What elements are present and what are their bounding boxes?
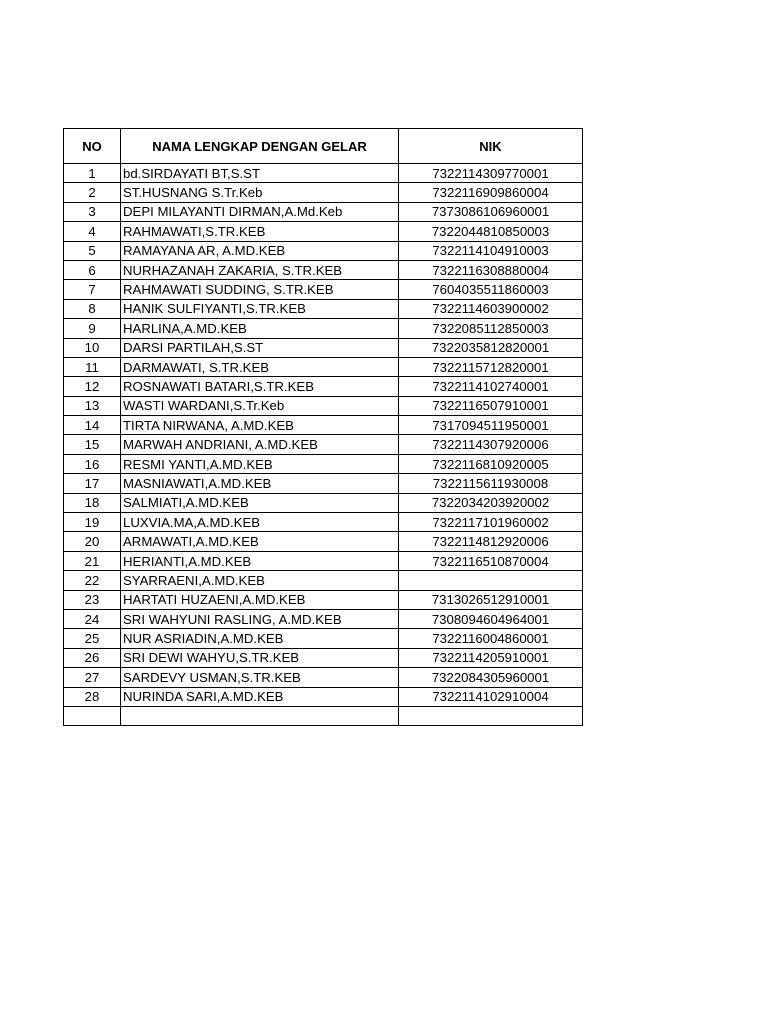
cell-nik: 7322114603900002 — [399, 299, 583, 318]
cell-name: SARDEVY USMAN,S.TR.KEB — [121, 668, 399, 687]
cell-nik: 7322114205910001 — [399, 648, 583, 667]
table-row — [64, 648, 583, 667]
table-row — [64, 202, 583, 221]
table-row — [64, 222, 583, 241]
cell-name: LUXVIA.MA,A.MD.KEB — [121, 513, 399, 532]
table-row — [64, 454, 583, 473]
cell-no: 3 — [64, 202, 121, 221]
cell-no: 4 — [64, 222, 121, 241]
cell-nik: 7322116810920005 — [399, 454, 583, 473]
cell-no — [64, 706, 121, 725]
cell-nik: 7322084305960001 — [399, 668, 583, 687]
cell-name: NURINDA SARI,A.MD.KEB — [121, 687, 399, 706]
table-row — [64, 338, 583, 357]
cell-no: 7 — [64, 280, 121, 299]
table-row — [64, 260, 583, 279]
cell-nik: 7373086106960001 — [399, 202, 583, 221]
cell-no: 11 — [64, 357, 121, 376]
cell-no: 12 — [64, 377, 121, 396]
cell-nik: 7322115611930008 — [399, 474, 583, 493]
cell-no: 18 — [64, 493, 121, 512]
table-row — [64, 532, 583, 551]
cell-no: 13 — [64, 396, 121, 415]
cell-no: 5 — [64, 241, 121, 260]
cell-name: WASTI WARDANI,S.Tr.Keb — [121, 396, 399, 415]
header-nik: NIK — [399, 129, 583, 164]
cell-name: ROSNAWATI BATARI,S.TR.KEB — [121, 377, 399, 396]
cell-name: bd.SIRDAYATI BT,S.ST — [121, 164, 399, 183]
cell-name: RAMAYANA AR, A.MD.KEB — [121, 241, 399, 260]
cell-no: 16 — [64, 454, 121, 473]
table-row — [64, 396, 583, 415]
table-row — [64, 474, 583, 493]
header-name: NAMA LENGKAP DENGAN GELAR — [121, 129, 399, 164]
cell-nik: 7322035812820001 — [399, 338, 583, 357]
table-row — [64, 357, 583, 376]
cell-no: 26 — [64, 648, 121, 667]
table-row — [64, 629, 583, 648]
cell-nik: 7322114102740001 — [399, 377, 583, 396]
table-row — [64, 513, 583, 532]
cell-name: RAHMAWATI SUDDING, S.TR.KEB — [121, 280, 399, 299]
table-row — [64, 319, 583, 338]
cell-name: HARTATI HUZAENI,A.MD.KEB — [121, 590, 399, 609]
cell-no: 14 — [64, 416, 121, 435]
cell-no: 8 — [64, 299, 121, 318]
cell-no: 22 — [64, 571, 121, 590]
cell-name: MASNIAWATI,A.MD.KEB — [121, 474, 399, 493]
cell-no: 6 — [64, 260, 121, 279]
table-row — [64, 299, 583, 318]
cell-no: 24 — [64, 609, 121, 628]
cell-no: 10 — [64, 338, 121, 357]
cell-nik: 7322116510870004 — [399, 551, 583, 570]
cell-nik: 7322114309770001 — [399, 164, 583, 183]
table-row — [64, 435, 583, 454]
cell-nik — [399, 571, 583, 590]
cell-name: HARLINA,A.MD.KEB — [121, 319, 399, 338]
cell-no: 20 — [64, 532, 121, 551]
cell-name: ARMAWATI,A.MD.KEB — [121, 532, 399, 551]
cell-nik: 7604035511860003 — [399, 280, 583, 299]
cell-name: DARMAWATI, S.TR.KEB — [121, 357, 399, 376]
table-body — [64, 164, 583, 726]
cell-nik: 7322116308880004 — [399, 260, 583, 279]
cell-nik: 7308094604964001 — [399, 609, 583, 628]
table-row — [64, 416, 583, 435]
header-no: NO — [64, 129, 121, 164]
cell-nik: 7322034203920002 — [399, 493, 583, 512]
cell-no: 23 — [64, 590, 121, 609]
cell-nik: 7322115712820001 — [399, 357, 583, 376]
cell-nik: 7322114812920006 — [399, 532, 583, 551]
cell-name: RAHMAWATI,S.TR.KEB — [121, 222, 399, 241]
cell-no: 21 — [64, 551, 121, 570]
table-row — [64, 706, 583, 725]
cell-name — [121, 706, 399, 725]
cell-nik: 7313026512910001 — [399, 590, 583, 609]
cell-no: 27 — [64, 668, 121, 687]
table-row — [64, 590, 583, 609]
table-row — [64, 571, 583, 590]
cell-name: ST.HUSNANG S.Tr.Keb — [121, 183, 399, 202]
cell-no: 15 — [64, 435, 121, 454]
cell-nik: 7317094511950001 — [399, 416, 583, 435]
table-row — [64, 241, 583, 260]
table-row — [64, 280, 583, 299]
cell-name: SYARRAENI,A.MD.KEB — [121, 571, 399, 590]
cell-name: HANIK SULFIYANTI,S.TR.KEB — [121, 299, 399, 318]
cell-nik: 7322114102910004 — [399, 687, 583, 706]
cell-nik: 7322044810850003 — [399, 222, 583, 241]
cell-name: TIRTA NIRWANA, A.MD.KEB — [121, 416, 399, 435]
staff-table — [63, 128, 583, 726]
cell-no: 28 — [64, 687, 121, 706]
cell-no: 17 — [64, 474, 121, 493]
table-row — [64, 609, 583, 628]
table-row — [64, 164, 583, 183]
cell-name: RESMI YANTI,A.MD.KEB — [121, 454, 399, 473]
cell-nik: 7322116004860001 — [399, 629, 583, 648]
cell-name: NUR ASRIADIN,A.MD.KEB — [121, 629, 399, 648]
cell-name: SRI DEWI WAHYU,S.TR.KEB — [121, 648, 399, 667]
cell-nik: 7322117101960002 — [399, 513, 583, 532]
table-row — [64, 687, 583, 706]
cell-nik: 7322114307920006 — [399, 435, 583, 454]
cell-name: HERIANTI,A.MD.KEB — [121, 551, 399, 570]
cell-no: 25 — [64, 629, 121, 648]
cell-nik — [399, 706, 583, 725]
cell-nik: 7322114104910003 — [399, 241, 583, 260]
cell-name: SALMIATI,A.MD.KEB — [121, 493, 399, 512]
header-row — [64, 129, 583, 164]
table-row — [64, 668, 583, 687]
cell-nik: 7322116507910001 — [399, 396, 583, 415]
cell-name: SRI WAHYUNI RASLING, A.MD.KEB — [121, 609, 399, 628]
cell-name: DEPI MILAYANTI DIRMAN,A.Md.Keb — [121, 202, 399, 221]
cell-no: 2 — [64, 183, 121, 202]
cell-nik: 7322116909860004 — [399, 183, 583, 202]
table-row — [64, 493, 583, 512]
cell-no: 19 — [64, 513, 121, 532]
cell-no: 1 — [64, 164, 121, 183]
cell-no: 9 — [64, 319, 121, 338]
cell-name: DARSI PARTILAH,S.ST — [121, 338, 399, 357]
table-row — [64, 183, 583, 202]
cell-name: NURHAZANAH ZAKARIA, S.TR.KEB — [121, 260, 399, 279]
table-row — [64, 377, 583, 396]
cell-nik: 7322085112850003 — [399, 319, 583, 338]
table-row — [64, 551, 583, 570]
cell-name: MARWAH ANDRIANI, A.MD.KEB — [121, 435, 399, 454]
